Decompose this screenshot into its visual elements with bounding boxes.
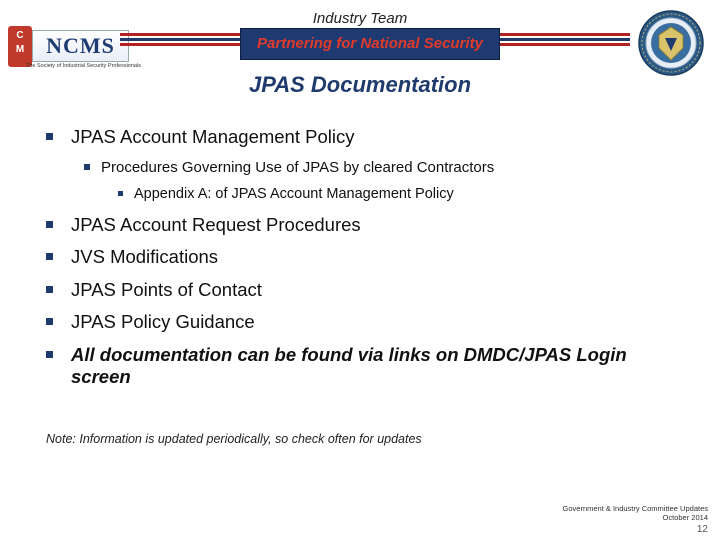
bullet-square-icon	[46, 351, 53, 358]
header-stripe-red	[498, 43, 630, 46]
bullet-square-icon	[46, 133, 53, 140]
page-number: 12	[696, 524, 708, 535]
list-item-text: JPAS Account Management Policy	[71, 126, 355, 147]
list-item	[46, 311, 255, 333]
list-item-text: JPAS Account Request Procedures	[71, 214, 361, 235]
list-item-text: Appendix A: of JPAS Account Management Policy	[134, 186, 454, 202]
dss-seal-icon	[638, 10, 704, 76]
list-item	[84, 159, 494, 176]
header-industry-team: Industry Team	[312, 10, 408, 27]
header-stripe-red	[498, 33, 630, 36]
header-stripe-navy	[120, 38, 240, 41]
list-item-text: Procedures Governing Use of JPAS by cleared Contractors	[101, 159, 495, 176]
header-stripe-navy	[498, 38, 630, 41]
list-item	[46, 214, 361, 236]
list-item	[46, 344, 627, 388]
list-item	[46, 279, 262, 301]
ncms-badge-letter-c: C	[16, 30, 24, 41]
ncms-badge	[8, 26, 32, 67]
bullet-square-icon	[118, 191, 123, 196]
list-item	[118, 186, 454, 202]
header-stripe-red	[120, 33, 240, 36]
note-text: Note: Information is updated periodically, so check often for updates	[46, 432, 422, 446]
header-banner: Partnering for National Security	[240, 28, 500, 60]
list-item	[46, 126, 354, 148]
list-item	[46, 246, 218, 268]
list-item-text: JVS Modifications	[71, 246, 219, 267]
list-item-text-line: screen	[71, 366, 131, 387]
footer	[563, 504, 708, 522]
bullet-square-icon	[84, 164, 90, 170]
page-title: JPAS Documentation	[248, 72, 472, 97]
list-item-text-line: All documentation can be found via links on DMDC/JPAS Login	[71, 344, 627, 365]
list-item-text: JPAS Points of Contact	[71, 279, 262, 300]
ncms-badge-letter-m: M	[15, 44, 25, 55]
bullet-square-icon	[46, 253, 53, 260]
bullet-square-icon	[46, 318, 53, 325]
list-item-text	[71, 344, 627, 388]
bullet-square-icon	[46, 286, 53, 293]
ncms-tagline: The Society of Industrial Security Professionals	[26, 63, 141, 69]
footer-line: Government & Industry Committee Updates	[562, 504, 708, 513]
bullet-square-icon	[46, 221, 53, 228]
ncms-wordmark: NCMS	[32, 30, 129, 62]
list-item-text: JPAS Policy Guidance	[71, 311, 255, 332]
header-stripe-red	[120, 43, 240, 46]
footer-date: October 2014	[662, 513, 708, 522]
